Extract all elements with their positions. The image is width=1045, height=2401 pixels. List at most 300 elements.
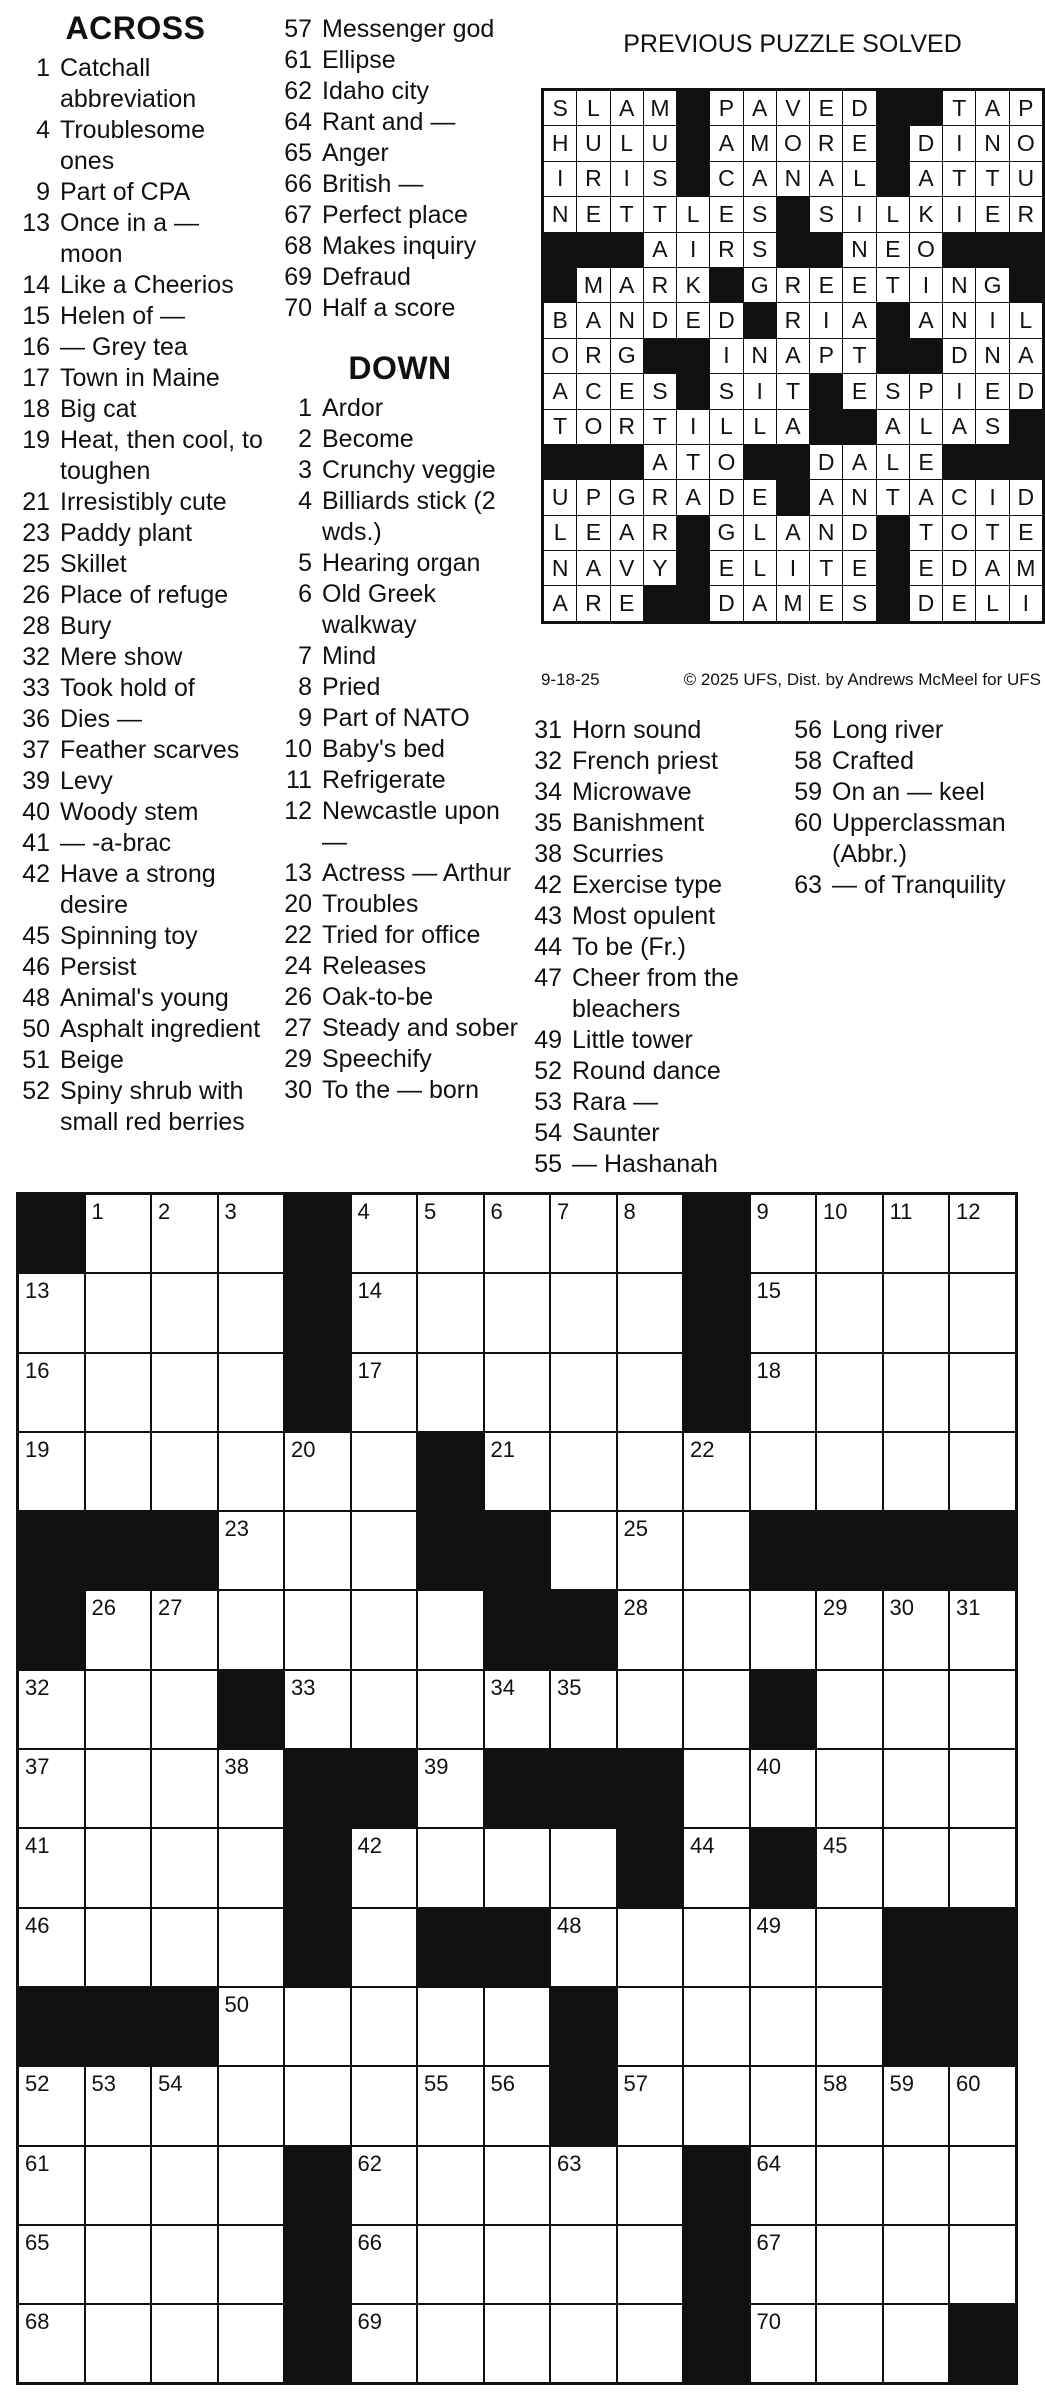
- black-square: [949, 1908, 1016, 1987]
- grid-cell[interactable]: [351, 1273, 418, 1352]
- grid-cell[interactable]: [816, 1908, 883, 1987]
- grid-cell[interactable]: [85, 1749, 152, 1828]
- black-square: [417, 1511, 484, 1590]
- grid-cell[interactable]: [417, 2146, 484, 2225]
- clue-text: Speechify: [322, 1045, 432, 1073]
- grid-cell[interactable]: [550, 2304, 617, 2384]
- solved-letter: M: [577, 267, 610, 302]
- black-square: [876, 161, 909, 196]
- grid-cell[interactable]: [550, 1353, 617, 1432]
- grid-cell[interactable]: [351, 1432, 418, 1511]
- grid-cell[interactable]: [550, 1273, 617, 1352]
- grid-cell[interactable]: [949, 1353, 1016, 1432]
- grid-cell[interactable]: [351, 2066, 418, 2145]
- solved-letter: H: [543, 126, 577, 161]
- across-clue-61: [270, 45, 530, 76]
- grid-cell[interactable]: [218, 1590, 285, 1669]
- grid-cell[interactable]: [617, 1670, 684, 1749]
- grid-cell[interactable]: [550, 1511, 617, 1590]
- grid-cell[interactable]: [683, 1908, 750, 1987]
- grid-cell[interactable]: [949, 1590, 1016, 1669]
- solved-letter: D: [943, 338, 976, 373]
- grid-cell[interactable]: [750, 1908, 817, 1987]
- grid-cell[interactable]: [683, 1987, 750, 2066]
- grid-cell[interactable]: [883, 2066, 950, 2145]
- grid-cell[interactable]: [284, 1511, 351, 1590]
- grid-cell[interactable]: [750, 2225, 817, 2304]
- grid-cell[interactable]: [883, 1590, 950, 1669]
- clue-text: Spiny shrub with small red berries: [60, 1077, 245, 1136]
- grid-cell[interactable]: [218, 1828, 285, 1907]
- across-header: ACROSS: [65, 10, 206, 46]
- black-square: [417, 1908, 484, 1987]
- grid-cell[interactable]: [351, 2146, 418, 2225]
- grid-cell[interactable]: [151, 1353, 218, 1432]
- grid-cell[interactable]: [284, 1987, 351, 2066]
- black-square: [577, 444, 610, 479]
- grid-cell[interactable]: [750, 2304, 817, 2384]
- black-square: [1009, 444, 1043, 479]
- black-square: [284, 1749, 351, 1828]
- grid-cell[interactable]: [218, 1749, 285, 1828]
- grid-cell[interactable]: [883, 1749, 950, 1828]
- grid-cell[interactable]: [949, 1273, 1016, 1352]
- grid-cell[interactable]: [683, 1670, 750, 1749]
- grid-cell[interactable]: [151, 1590, 218, 1669]
- grid-cell[interactable]: [816, 2225, 883, 2304]
- across-clue-45: [8, 921, 263, 952]
- grid-cell[interactable]: [85, 2225, 152, 2304]
- grid-cell[interactable]: [18, 1749, 85, 1828]
- grid-cell[interactable]: [85, 1273, 152, 1352]
- grid-cell[interactable]: [949, 2146, 1016, 2225]
- black-square: [949, 1987, 1016, 2066]
- grid-cell[interactable]: [351, 1987, 418, 2066]
- grid-cell[interactable]: [883, 2146, 950, 2225]
- grid-cell[interactable]: [218, 1908, 285, 1987]
- solved-letter: G: [710, 515, 743, 550]
- clue-text: Anger: [322, 139, 389, 167]
- grid-cell[interactable]: [550, 2225, 617, 2304]
- grid-cell[interactable]: [85, 1908, 152, 1987]
- cell-number: 12: [956, 1199, 981, 1224]
- grid-cell[interactable]: [417, 1590, 484, 1669]
- clue-text: Mere show: [60, 643, 183, 671]
- clue-text: Have a strong desire: [60, 860, 216, 919]
- black-square: [610, 444, 643, 479]
- solved-letter: S: [643, 374, 676, 409]
- clue-number: 4: [36, 116, 50, 144]
- cell-number: 59: [889, 2071, 914, 2097]
- grid-cell[interactable]: [617, 2304, 684, 2384]
- solved-letter: O: [943, 515, 976, 550]
- down-clue-34: [520, 777, 780, 808]
- across-clue-51: [8, 1045, 263, 1076]
- cell-number: 57: [623, 2071, 648, 2097]
- grid-cell[interactable]: [218, 2304, 285, 2384]
- grid-cell[interactable]: [151, 1828, 218, 1907]
- previous-puzzle-title: PREVIOUS PUZZLE SOLVED: [623, 30, 962, 58]
- clue-text: Long river: [832, 716, 944, 744]
- solved-letter: E: [843, 551, 876, 586]
- grid-cell[interactable]: [883, 2225, 950, 2304]
- grid-cell[interactable]: [284, 1590, 351, 1669]
- black-square: [876, 586, 909, 622]
- grid-cell[interactable]: [85, 2304, 152, 2384]
- grid-cell[interactable]: [816, 1987, 883, 2066]
- down-clue-63: [780, 870, 1045, 901]
- grid-cell[interactable]: [85, 2146, 152, 2225]
- grid-cell[interactable]: [816, 2066, 883, 2145]
- grid-cell[interactable]: [949, 1432, 1016, 1511]
- black-square: [550, 1590, 617, 1669]
- grid-cell[interactable]: [949, 1670, 1016, 1749]
- down-clue-35: [520, 808, 780, 839]
- grid-cell[interactable]: [417, 1987, 484, 2066]
- solved-letter: K: [677, 267, 710, 302]
- credit-text: © 2025 UFS, Dist. by Andrews McMeel for UFS: [683, 670, 1041, 689]
- clue-text: Refrigerate: [322, 766, 446, 794]
- down-clue-56: [780, 715, 1045, 746]
- solved-letter: E: [843, 267, 876, 302]
- grid-cell[interactable]: [85, 2066, 152, 2145]
- grid-cell[interactable]: [417, 2066, 484, 2145]
- black-square: [550, 2066, 617, 2145]
- grid-cell[interactable]: [484, 2304, 551, 2384]
- grid-cell[interactable]: [351, 1194, 418, 1274]
- grid-cell[interactable]: [750, 1432, 817, 1511]
- grid-cell[interactable]: [417, 1670, 484, 1749]
- clue-text: Old Greek walkway: [322, 580, 436, 639]
- solved-letter: C: [943, 480, 976, 515]
- clue-number: 14: [22, 271, 50, 299]
- solved-letter: E: [577, 197, 610, 232]
- solved-letter: R: [577, 586, 610, 622]
- grid-cell[interactable]: [18, 1273, 85, 1352]
- black-square: [677, 551, 710, 586]
- cell-number: 41: [25, 1833, 50, 1859]
- clue-number: 22: [284, 921, 312, 949]
- grid-cell[interactable]: [18, 1828, 85, 1907]
- black-square: [417, 1432, 484, 1511]
- grid-cell[interactable]: [683, 1749, 750, 1828]
- grid-cell[interactable]: [484, 2225, 551, 2304]
- grid-cell[interactable]: [351, 2304, 418, 2384]
- grid-cell[interactable]: [484, 1194, 551, 1274]
- grid-cell[interactable]: [18, 1432, 85, 1511]
- solved-letter: G: [976, 267, 1009, 302]
- solved-letter: A: [1009, 338, 1043, 373]
- clue-text: Spinning toy: [60, 922, 198, 950]
- grid-cell[interactable]: [883, 2304, 950, 2384]
- grid-cell[interactable]: [617, 1590, 684, 1669]
- grid-cell[interactable]: [85, 1194, 152, 1274]
- grid-cell[interactable]: [683, 1590, 750, 1669]
- grid-cell[interactable]: [351, 1511, 418, 1590]
- grid-cell[interactable]: [218, 1432, 285, 1511]
- black-square: [776, 444, 809, 479]
- grid-cell[interactable]: [816, 1590, 883, 1669]
- grid-cell[interactable]: [151, 1749, 218, 1828]
- grid-cell[interactable]: [151, 1273, 218, 1352]
- solved-letter: A: [710, 126, 743, 161]
- grid-cell[interactable]: [484, 1273, 551, 1352]
- grid-cell[interactable]: [218, 1987, 285, 2066]
- across-clue-52: [8, 1076, 263, 1138]
- clue-text: Half a score: [322, 294, 456, 322]
- down-clue-13: [270, 858, 530, 889]
- clue-text: Rara —: [572, 1088, 659, 1116]
- grid-cell[interactable]: [617, 2146, 684, 2225]
- solved-letter: N: [976, 126, 1009, 161]
- grid-cell[interactable]: [151, 2146, 218, 2225]
- cell-number: 28: [623, 1595, 648, 1621]
- clue-number: 13: [284, 859, 312, 887]
- grid-cell[interactable]: [484, 1828, 551, 1907]
- solved-letter: T: [909, 515, 942, 550]
- clue-number: 30: [284, 1076, 312, 1104]
- grid-cell[interactable]: [18, 2066, 85, 2145]
- grid-cell[interactable]: [816, 1670, 883, 1749]
- grid-cell[interactable]: [816, 1273, 883, 1352]
- solved-letter: A: [909, 303, 942, 338]
- grid-cell[interactable]: [151, 2304, 218, 2384]
- grid-cell[interactable]: [816, 1194, 883, 1274]
- black-square: [351, 1749, 418, 1828]
- previous-puzzle-grid: [541, 88, 1045, 624]
- grid-cell[interactable]: [883, 1194, 950, 1274]
- grid-cell[interactable]: [617, 1432, 684, 1511]
- grid-cell[interactable]: [284, 1670, 351, 1749]
- grid-cell[interactable]: [351, 1908, 418, 1987]
- across-clue-17: [8, 363, 263, 394]
- grid-cell[interactable]: [750, 2066, 817, 2145]
- grid-cell[interactable]: [18, 1353, 85, 1432]
- grid-cell[interactable]: [218, 1511, 285, 1590]
- solved-letter: G: [610, 338, 643, 373]
- grid-cell[interactable]: [18, 2304, 85, 2384]
- clue-number: 57: [284, 15, 312, 43]
- solved-letter: V: [610, 551, 643, 586]
- black-square: [484, 1749, 551, 1828]
- grid-cell[interactable]: [816, 1432, 883, 1511]
- black-square: [284, 2225, 351, 2304]
- grid-cell[interactable]: [617, 2066, 684, 2145]
- grid-cell[interactable]: [550, 2146, 617, 2225]
- grid-cell[interactable]: [883, 1432, 950, 1511]
- clue-text: Crafted: [832, 747, 914, 775]
- grid-cell[interactable]: [218, 1273, 285, 1352]
- grid-cell[interactable]: [417, 2225, 484, 2304]
- grid-cell[interactable]: [151, 1194, 218, 1274]
- grid-cell[interactable]: [617, 1987, 684, 2066]
- grid-cell[interactable]: [550, 1670, 617, 1749]
- grid-cell[interactable]: [417, 1749, 484, 1828]
- grid-cell[interactable]: [85, 1590, 152, 1669]
- grid-cell[interactable]: [218, 1194, 285, 1274]
- grid-cell[interactable]: [218, 1353, 285, 1432]
- grid-cell[interactable]: [18, 2146, 85, 2225]
- grid-cell[interactable]: [617, 1194, 684, 1274]
- solved-letter: I: [976, 303, 1009, 338]
- black-square: [883, 1511, 950, 1590]
- grid-cell[interactable]: [883, 1670, 950, 1749]
- grid-cell[interactable]: [750, 1987, 817, 2066]
- solved-letter: E: [976, 197, 1009, 232]
- down-clue-27: [270, 1013, 530, 1044]
- solved-letter: N: [543, 197, 577, 232]
- grid-cell[interactable]: [883, 1353, 950, 1432]
- grid-cell[interactable]: [683, 2066, 750, 2145]
- grid-cell[interactable]: [417, 1273, 484, 1352]
- black-square: [843, 409, 876, 444]
- grid-cell[interactable]: [750, 1273, 817, 1352]
- clue-text: — Hashanah: [572, 1150, 718, 1178]
- clue-number: 8: [298, 673, 312, 701]
- grid-cell[interactable]: [883, 1273, 950, 1352]
- grid-cell[interactable]: [85, 1353, 152, 1432]
- grid-cell[interactable]: [351, 1353, 418, 1432]
- grid-cell[interactable]: [816, 2304, 883, 2384]
- grid-cell[interactable]: [85, 1670, 152, 1749]
- grid-cell[interactable]: [151, 1432, 218, 1511]
- grid-cell[interactable]: [151, 1670, 218, 1749]
- grid-cell[interactable]: [750, 1749, 817, 1828]
- grid-cell[interactable]: [617, 1511, 684, 1590]
- grid-cell[interactable]: [550, 1194, 617, 1274]
- grid-cell[interactable]: [617, 1353, 684, 1432]
- grid-cell[interactable]: [816, 1828, 883, 1907]
- grid-cell[interactable]: [351, 1828, 418, 1907]
- down-column-3: [520, 715, 780, 1180]
- grid-cell[interactable]: [284, 2066, 351, 2145]
- black-square: [543, 232, 577, 267]
- clue-number: 24: [284, 952, 312, 980]
- grid-cell[interactable]: [417, 1194, 484, 1274]
- solved-letter: E: [610, 374, 643, 409]
- grid-cell[interactable]: [816, 1749, 883, 1828]
- clue-text: Horn sound: [572, 716, 702, 744]
- black-square: [85, 1511, 152, 1590]
- clue-text: Newcastle upon —: [322, 797, 500, 856]
- grid-cell[interactable]: [949, 1194, 1016, 1274]
- grid-cell[interactable]: [949, 1749, 1016, 1828]
- grid-cell[interactable]: [484, 1670, 551, 1749]
- grid-cell[interactable]: [750, 1353, 817, 1432]
- grid-cell[interactable]: [949, 1828, 1016, 1907]
- grid-cell[interactable]: [85, 1828, 152, 1907]
- grid-cell[interactable]: [85, 1432, 152, 1511]
- black-square: [810, 409, 843, 444]
- across-clue-36: [8, 704, 263, 735]
- clue-text: Place of refuge: [60, 581, 229, 609]
- grid-cell[interactable]: [617, 1273, 684, 1352]
- solved-letter: O: [543, 338, 577, 373]
- grid-cell[interactable]: [617, 2225, 684, 2304]
- black-square: [976, 232, 1009, 267]
- black-square: [743, 444, 776, 479]
- solved-letter: D: [710, 480, 743, 515]
- grid-cell[interactable]: [683, 1828, 750, 1907]
- grid-cell[interactable]: [816, 1353, 883, 1432]
- grid-cell[interactable]: [417, 2304, 484, 2384]
- grid-cell[interactable]: [883, 1828, 950, 1907]
- down-clue-42: [520, 870, 780, 901]
- grid-cell[interactable]: [151, 1908, 218, 1987]
- grid-cell[interactable]: [750, 2146, 817, 2225]
- black-square: [85, 1987, 152, 2066]
- down-clue-60: [780, 808, 1045, 870]
- clue-text: Makes inquiry: [322, 232, 477, 260]
- across-clue-4: [8, 115, 263, 177]
- solved-letter: E: [843, 126, 876, 161]
- grid-cell[interactable]: [484, 2066, 551, 2145]
- grid-cell[interactable]: [351, 1670, 418, 1749]
- grid-cell[interactable]: [151, 2225, 218, 2304]
- grid-cell[interactable]: [949, 2066, 1016, 2145]
- grid-cell[interactable]: [484, 2146, 551, 2225]
- grid-cell[interactable]: [417, 1828, 484, 1907]
- solved-letter: D: [1009, 374, 1043, 409]
- grid-cell[interactable]: [284, 1432, 351, 1511]
- grid-cell[interactable]: [218, 2146, 285, 2225]
- solved-letter: N: [776, 161, 809, 196]
- solved-letter: D: [909, 586, 942, 622]
- across-clue-48: [8, 983, 263, 1014]
- solved-letter: E: [610, 586, 643, 622]
- black-square: [743, 303, 776, 338]
- grid-cell[interactable]: [18, 1908, 85, 1987]
- clue-number: 52: [534, 1057, 562, 1085]
- black-square: [643, 338, 676, 373]
- grid-cell[interactable]: [750, 1194, 817, 1274]
- grid-cell[interactable]: [417, 1353, 484, 1432]
- grid-cell[interactable]: [750, 1590, 817, 1669]
- clue-text: Big cat: [60, 395, 137, 423]
- grid-cell[interactable]: [484, 1987, 551, 2066]
- grid-cell[interactable]: [218, 2225, 285, 2304]
- grid-cell[interactable]: [218, 2066, 285, 2145]
- grid-cell[interactable]: [617, 1908, 684, 1987]
- grid-cell[interactable]: [484, 1432, 551, 1511]
- clue-number: 10: [284, 735, 312, 763]
- clue-text: Woody stem: [60, 798, 199, 826]
- credit-date: 9-18-25: [541, 670, 600, 689]
- across-clue-15: [8, 301, 263, 332]
- down-clue-44: [520, 932, 780, 963]
- grid-cell[interactable]: [351, 2225, 418, 2304]
- grid-cell[interactable]: [550, 1908, 617, 1987]
- solved-letter: N: [943, 303, 976, 338]
- grid-cell[interactable]: [550, 1828, 617, 1907]
- grid-cell[interactable]: [949, 2225, 1016, 2304]
- clue-text: Round dance: [572, 1057, 721, 1085]
- across-clue-19: [8, 425, 263, 487]
- grid-cell[interactable]: [484, 1353, 551, 1432]
- grid-cell[interactable]: [351, 1590, 418, 1669]
- black-square: [683, 2146, 750, 2225]
- grid-cell[interactable]: [18, 2225, 85, 2304]
- cell-number: 35: [557, 1674, 582, 1700]
- grid-cell[interactable]: [683, 1432, 750, 1511]
- solved-letter: R: [810, 126, 843, 161]
- grid-cell[interactable]: [18, 1670, 85, 1749]
- grid-cell[interactable]: [151, 2066, 218, 2145]
- grid-cell[interactable]: [683, 1511, 750, 1590]
- grid-cell[interactable]: [816, 2146, 883, 2225]
- clue-text: Irresistibly cute: [60, 488, 227, 516]
- grid-cell[interactable]: [550, 1432, 617, 1511]
